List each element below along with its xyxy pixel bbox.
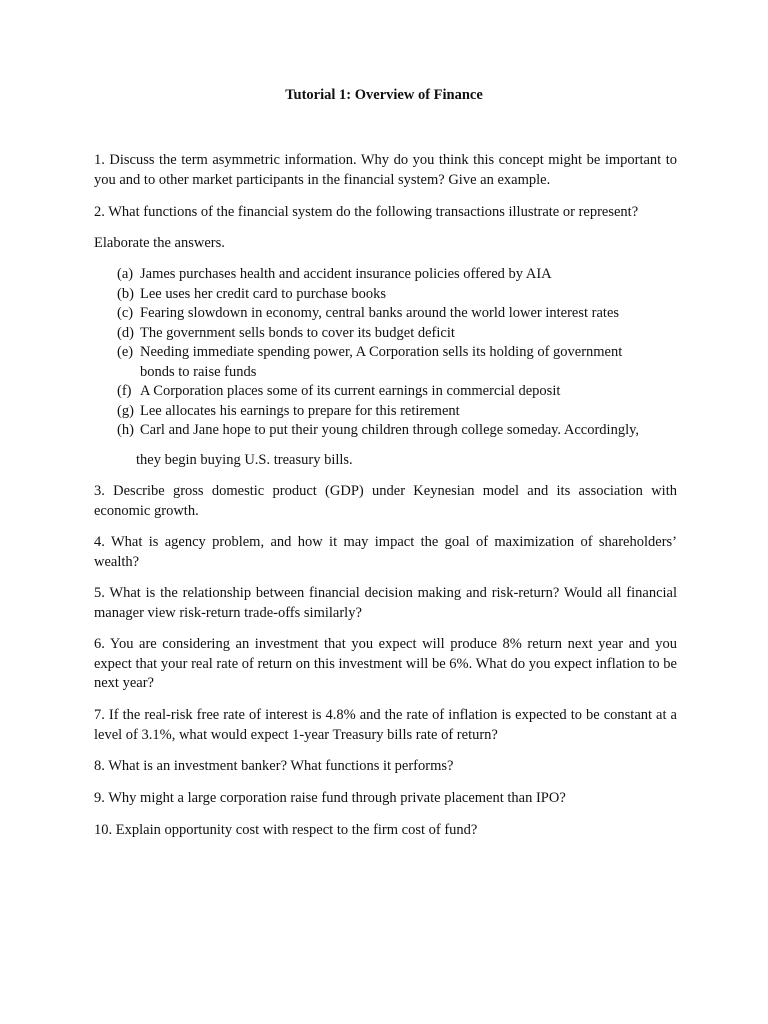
question-2-item-h-continuation: they begin buying U.S. treasury bills. (136, 452, 353, 468)
list-item (117, 304, 679, 324)
question-3: 3. Describe gross domestic product (GDP) under Keynesian model and its association with economic growth. (94, 483, 677, 519)
question-2-instruction: Elaborate the answers. (94, 235, 225, 251)
list-item (117, 421, 679, 441)
question-4: 4. What is agency problem, and how it may impact the goal of maximization of shareholders’ wealth? (94, 534, 677, 570)
question-5: 5. What is the relationship between financial decision making and risk-return? Would all financial manager view risk-return trade-offs similarly? (94, 585, 677, 621)
item-text: Needing immediate spending power, A Corporation sells its holding of government bonds to raise funds (140, 344, 623, 380)
question-9: 9. Why might a large corporation raise fund through private placement than IPO? (94, 790, 566, 806)
item-text: Carl and Jane hope to put their young children through college someday. Accordingly, (140, 422, 640, 438)
item-letter: (h) (117, 422, 134, 438)
list-item (117, 265, 679, 285)
question-7: 7. If the real-risk free rate of interest is 4.8% and the rate of inflation is expected to be constant at a level of 3.1%, what would expect 1-year Treasury bills rate of return? (94, 707, 677, 743)
item-letter: (f) (117, 383, 132, 399)
item-letter: (d) (117, 324, 134, 341)
list-item (117, 285, 679, 305)
item-text: Fearing slowdown in economy, central banks around the world lower interest rates (140, 305, 620, 321)
item-letter: (g) (117, 402, 134, 419)
list-item (117, 324, 679, 344)
item-letter: (a) (117, 266, 134, 282)
question-1: 1. Discuss the term asymmetric information. Why do you think this concept might be important to you and to other market participants in the financial system? Give an example. (94, 152, 677, 188)
list-item (117, 343, 679, 382)
question-8: 8. What is an investment banker? What functions it performs? (94, 758, 454, 774)
question-6: 6. You are considering an investment that you expect will produce 8% return next year and you expect that your real rate of return on this investment will be 6%. What do you expect inflation to be next year? (94, 636, 677, 691)
item-text: James purchases health and accident insurance policies offered by AIA (140, 266, 552, 282)
list-item (117, 402, 679, 422)
document-title: Tutorial 1: Overview of Finance (285, 87, 483, 103)
item-text: Lee allocates his earnings to prepare for this retirement (140, 402, 460, 419)
question-10: 10. Explain opportunity cost with respect to the firm cost of fund? (94, 822, 478, 838)
item-text: The government sells bonds to cover its budget deficit (140, 324, 455, 341)
question-2: 2. What functions of the financial system do the following transactions illustrate or represent? (94, 204, 639, 220)
question-2-item-list (117, 265, 679, 441)
list-item (117, 382, 679, 402)
item-text: Lee uses her credit card to purchase books (140, 285, 386, 302)
item-letter: (e) (117, 344, 134, 360)
item-text: A Corporation places some of its current earnings in commercial deposit (140, 383, 561, 399)
item-letter: (c) (117, 305, 134, 321)
item-letter: (b) (117, 285, 134, 302)
